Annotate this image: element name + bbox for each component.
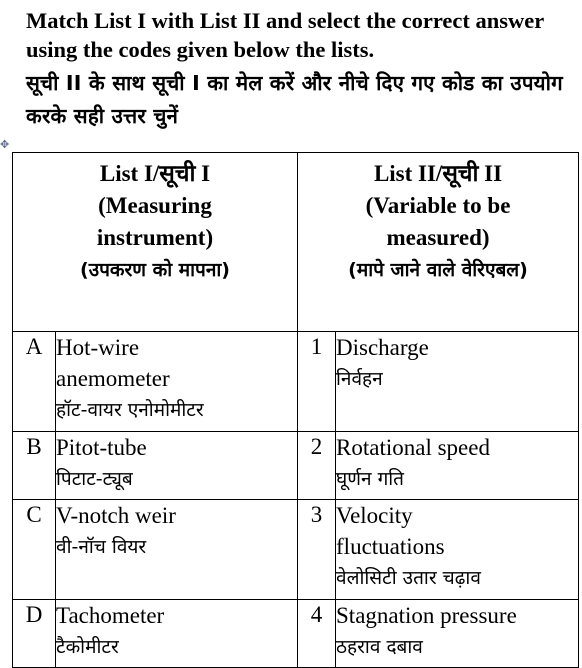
table-row — [13, 600, 579, 668]
list-two-item — [336, 332, 579, 432]
list-one-subtitle: (Measuring instrument) — [96, 193, 214, 250]
question-block — [26, 6, 578, 133]
list-two-header — [298, 153, 579, 332]
item-english: Tachometer — [56, 603, 165, 628]
item-english: Hot-wire anemometer — [56, 335, 170, 391]
item-hindi: निर्वहन — [336, 368, 383, 390]
list-two-item — [336, 600, 579, 668]
item-english: Discharge — [336, 335, 429, 360]
question-text-english: Match List I with List II and select the correct answer using the codes given below the lists. — [26, 8, 544, 62]
list-one-code: B — [13, 432, 56, 500]
list-one-item — [56, 600, 298, 668]
table-row — [13, 332, 579, 432]
item-hindi: घूर्णन गति — [336, 468, 405, 490]
match-table — [12, 152, 579, 668]
list-two-item — [336, 432, 579, 500]
item-english: Pitot-tube — [56, 435, 147, 460]
item-english: Velocity fluctuations — [336, 503, 445, 559]
list-two-code: 3 — [298, 500, 336, 600]
table-row — [13, 432, 579, 500]
list-two-code: 4 — [298, 600, 336, 668]
list-two-title: List II/सूची II — [373, 161, 503, 186]
list-one-code: D — [13, 600, 56, 668]
item-hindi: ठहराव दबाव — [336, 636, 423, 658]
move-handle-icon[interactable]: ✥ — [0, 138, 10, 151]
item-hindi: वेलोसिटी उतार चढ़ाव — [336, 567, 481, 589]
list-one-code: A — [13, 332, 56, 432]
item-hindi: हॉट-वायर एनोमोमीटर — [56, 399, 204, 421]
list-two-code: 2 — [298, 432, 336, 500]
list-two-subtitle: (Variable to be measured) — [365, 193, 511, 250]
item-english: V-notch weir — [56, 503, 176, 528]
item-english: Rotational speed — [336, 435, 490, 460]
item-hindi: टैकोमीटर — [56, 636, 119, 658]
table-row — [13, 500, 579, 600]
item-hindi: पिटाट-ट्यूब — [56, 468, 133, 490]
table-header-row — [13, 153, 579, 332]
list-two-code: 1 — [298, 332, 336, 432]
list-one-title: List I/सूची I — [99, 161, 211, 186]
list-one-item — [56, 332, 298, 432]
item-english: Stagnation pressure — [336, 603, 517, 628]
list-one-subtitle-hindi: (उपकरण को मापना) — [80, 259, 230, 281]
list-two-item — [336, 500, 579, 600]
list-two-subtitle-hindi: (मापे जाने वाले वेरिएबल) — [348, 259, 528, 281]
list-one-code: C — [13, 500, 56, 600]
list-one-item — [56, 432, 298, 500]
list-one-item — [56, 500, 298, 600]
item-hindi: वी-नॉच वियर — [56, 536, 147, 558]
question-text-hindi: सूची II के साथ सूची I का मेल करें और नीचे दिए गए कोड का उपयोग करके सही उत्तर चुनें — [26, 71, 563, 128]
list-one-header — [13, 153, 298, 332]
